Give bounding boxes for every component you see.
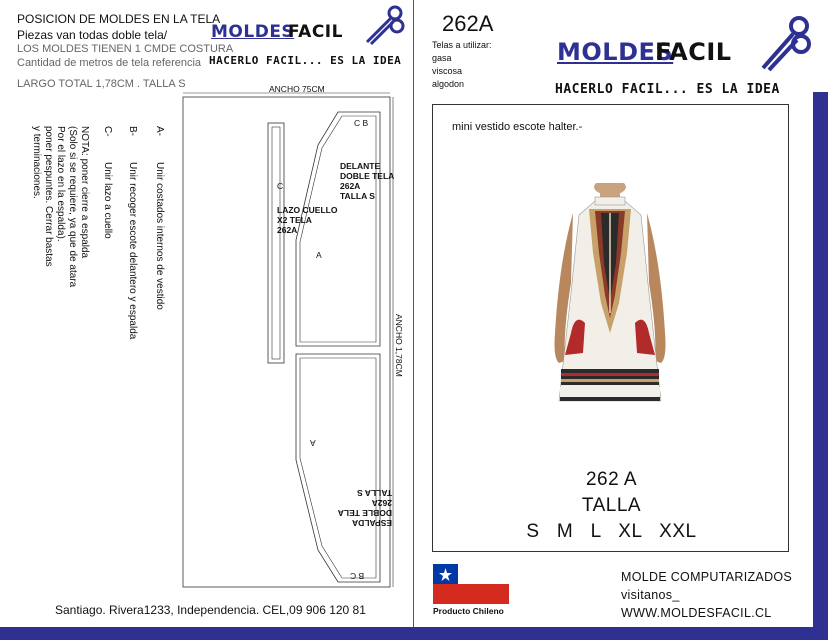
lazo-piece-label: LAZO CUELLO X2 TELA 262A <box>277 205 338 235</box>
logo-moldes-text: MOLDES <box>211 22 295 42</box>
fabric-reference: Cantidad de metros de tela referencia <box>17 57 202 69</box>
pattern-code: 262A <box>442 11 494 36</box>
a-bottom-label: A <box>310 438 316 448</box>
sizes-list: S M L XL XXL <box>526 521 697 542</box>
talla-label: TALLA <box>581 495 642 516</box>
layout-title: POSICION DE MOLDES EN LA TELA <box>17 12 221 26</box>
instruction-a: Unir costados internos de vestido <box>154 162 165 310</box>
chile-flag-icon <box>433 564 509 604</box>
note-line-2: (Solo si se requiere, ya que de atara <box>67 126 78 288</box>
back-piece-label: ESPALDA DOBLE TELA 262A TALLA S <box>337 488 392 528</box>
instruction-b-letter: B- <box>127 126 138 136</box>
note-line-3: Por el lazo en la espalda). <box>55 126 66 242</box>
address: Santiago. Rivera1233, Independencia. CEL,09 906 120 81 <box>55 603 366 617</box>
slogan-right: HACERLO FACIL... ES LA IDEA <box>555 82 780 97</box>
fabric-1: gasa <box>432 53 452 63</box>
logo-right <box>555 38 815 100</box>
total-length: LARGO TOTAL 1,78CM . TALLA S <box>17 78 186 90</box>
bottom-bar <box>0 627 828 640</box>
flag-caption: Producto Chileno <box>433 606 504 616</box>
height-label: ANCHO 1,78CM <box>394 314 404 377</box>
fabric-3: algodon <box>432 79 465 89</box>
logo-left <box>209 18 409 68</box>
fabrics-title: Telas a utilizar: <box>432 40 492 50</box>
slogan-left: HACERLO FACIL... ES LA IDEA <box>209 54 402 67</box>
right-edge-bar <box>813 92 828 640</box>
page-divider <box>413 0 414 627</box>
logo-moldes-text-right: MOLDES <box>557 38 674 66</box>
width-label: ANCHO 75CM <box>269 84 325 94</box>
logo-facil-text-right: FACIL <box>655 38 732 66</box>
front-piece-label: DELANTE DOBLE TELA 262A TALLA S <box>340 161 395 201</box>
instruction-b: Unir recoger escote delantero y espalda <box>127 162 138 340</box>
pieces-note: Piezas van todas doble tela/ <box>17 28 168 42</box>
piece-bc-bottom: B C <box>350 571 365 581</box>
lazo-c-label: C <box>277 181 284 191</box>
piece-cb-top: C B <box>354 118 369 128</box>
fabric-2: viscosa <box>432 66 463 76</box>
footer-line-1: MOLDE COMPUTARIZADOS <box>621 570 793 584</box>
dress-photo <box>545 183 675 418</box>
big-code: 262 A <box>585 469 638 490</box>
product-box <box>432 104 789 552</box>
note-line-1: NOTA: poner cierre a espalda <box>79 126 90 259</box>
footer-line-2: visitanos_ <box>621 588 680 602</box>
seam-note: LOS MOLDES TIENEN 1 CMDE COSTURA <box>17 43 234 55</box>
instruction-c: Unir lazo a cuello <box>102 162 113 239</box>
a-top-label: A <box>316 250 322 260</box>
note-line-4: poner pespuntes. Cerrar bastas <box>43 126 54 267</box>
instruction-a-letter: A- <box>154 126 165 136</box>
website-link[interactable]: WWW.MOLDESFACIL.CL <box>621 606 772 620</box>
note-line-5: y terminaciones. <box>31 126 42 199</box>
instruction-c-letter: C- <box>102 126 113 137</box>
scissors-icon <box>359 4 405 46</box>
logo-facil-text: FACIL <box>288 22 343 42</box>
scissors-icon-right <box>755 14 811 72</box>
product-description: mini vestido escote halter.- <box>452 121 583 133</box>
